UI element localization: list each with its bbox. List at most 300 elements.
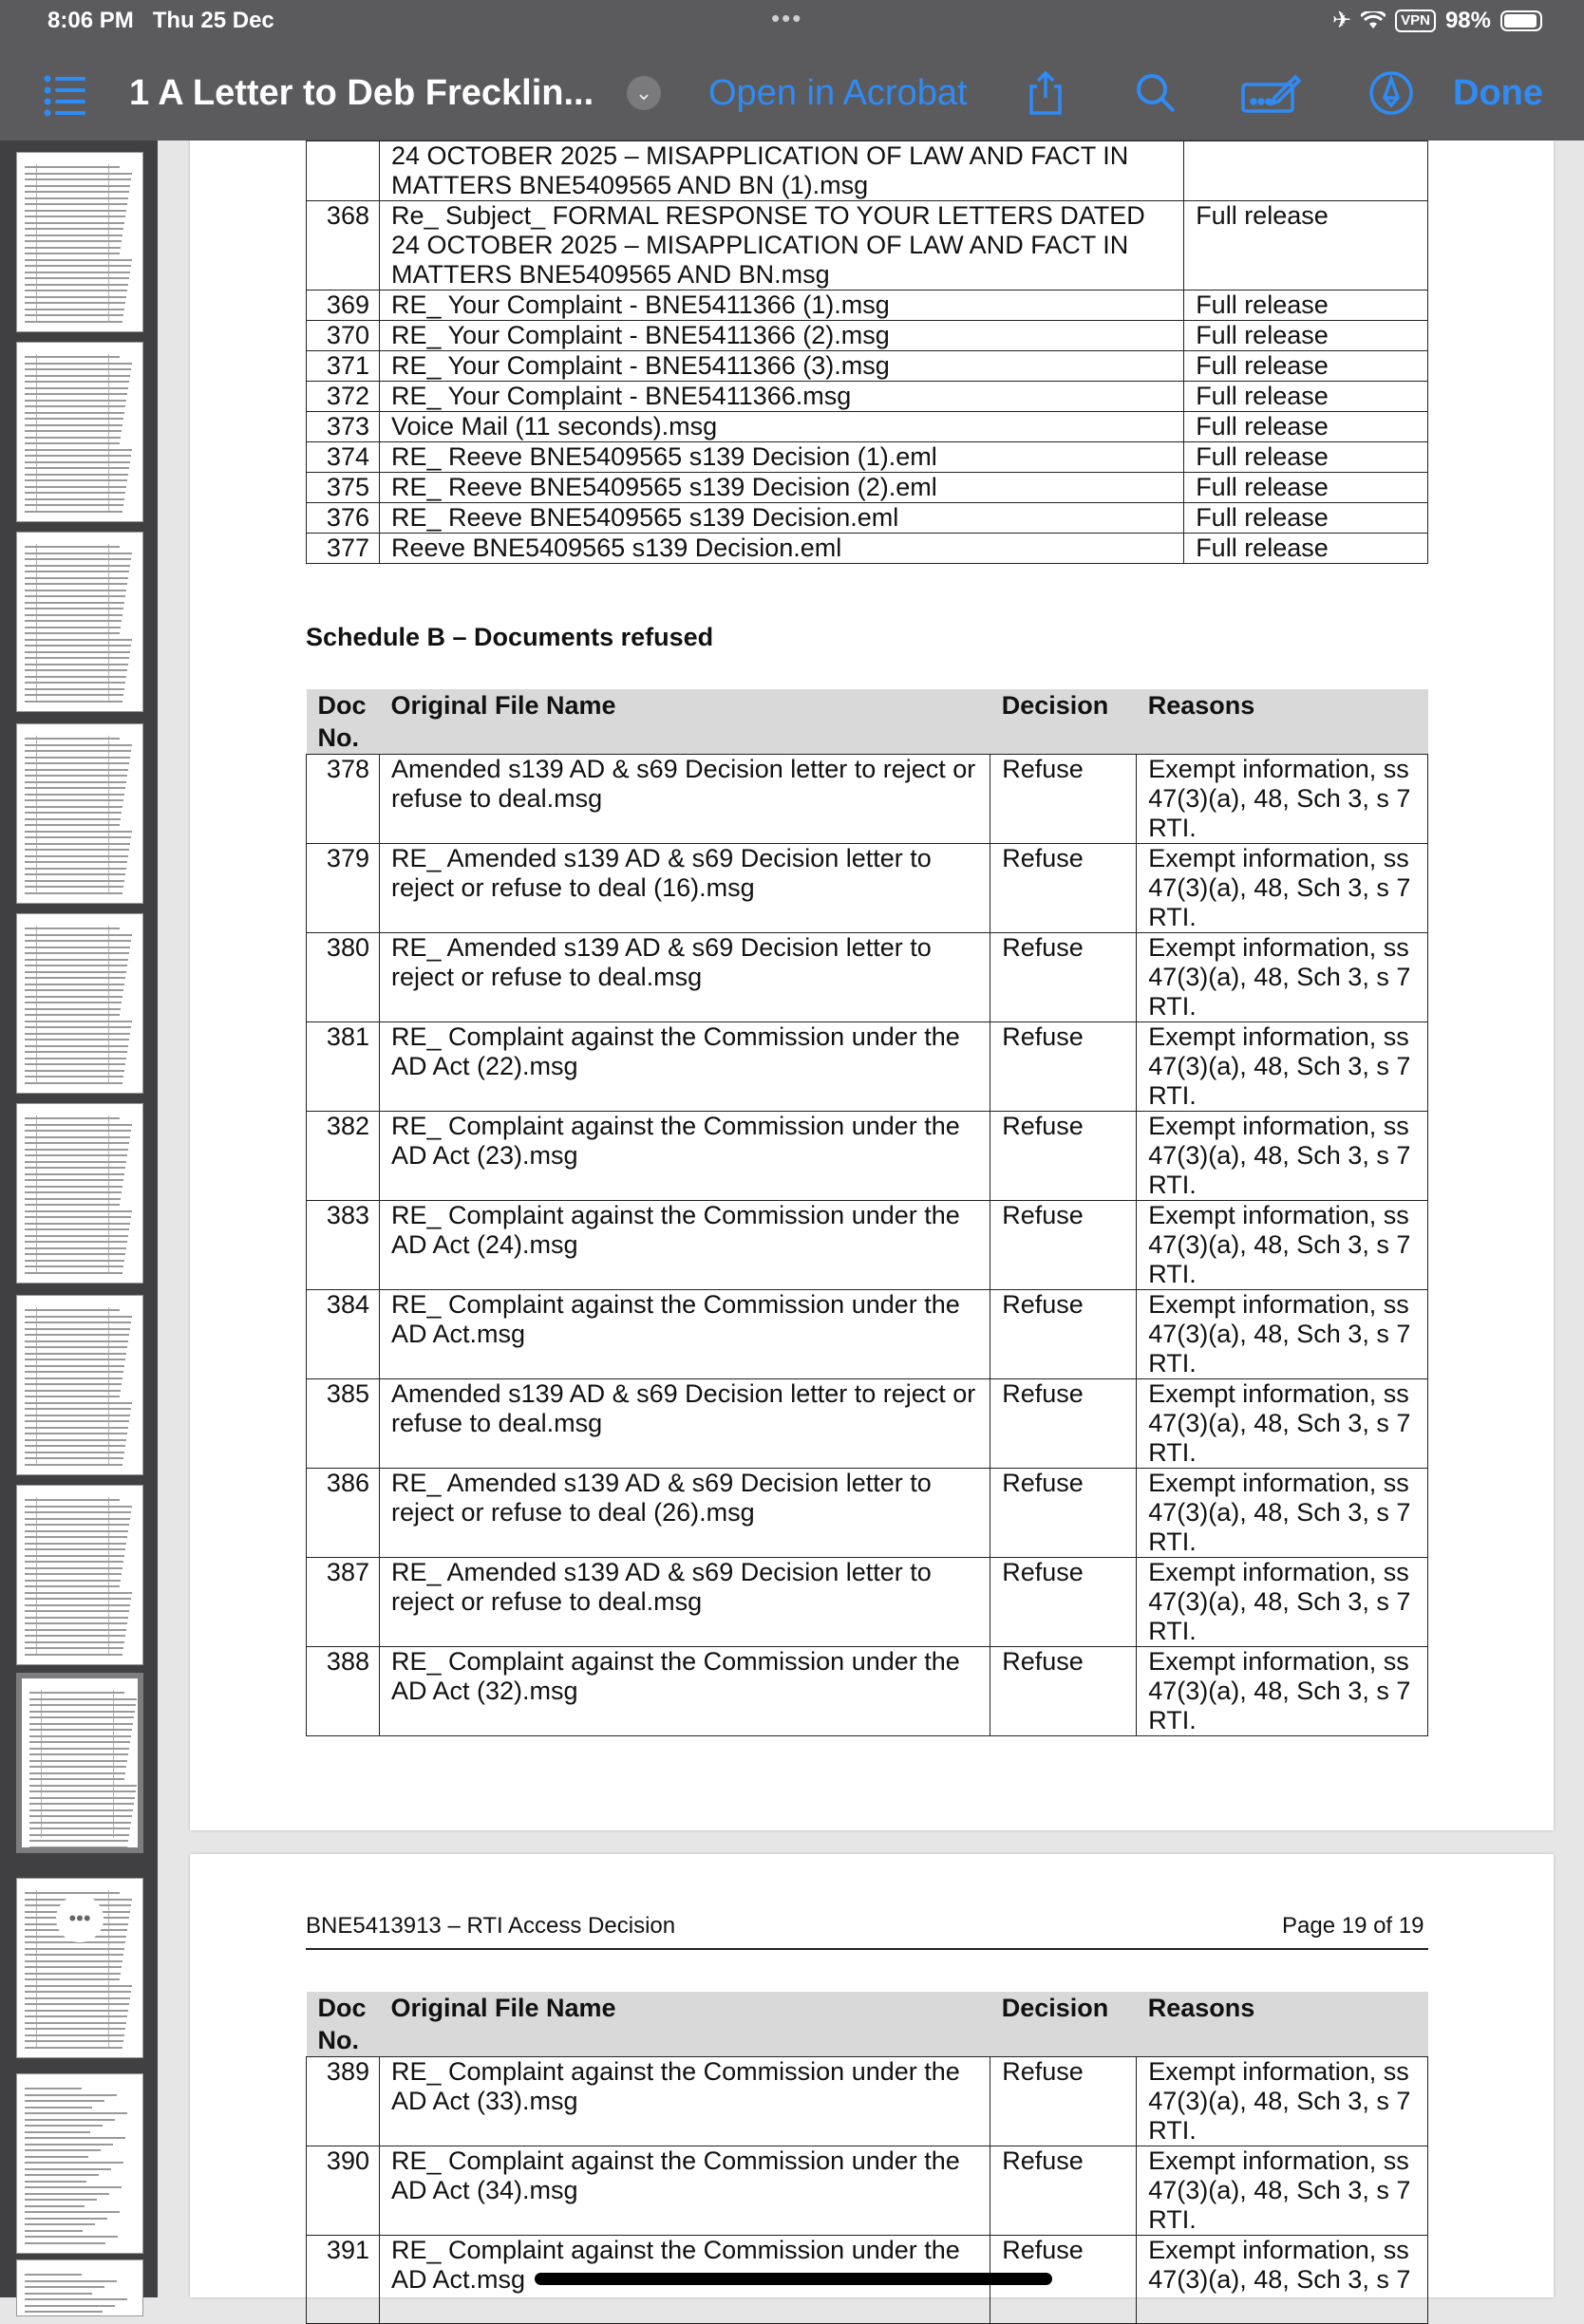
thumbnail-line	[25, 1561, 123, 1563]
file-name-cell: RE_ Complaint against the Commission under the AD Act (24).msg	[379, 1201, 990, 1290]
doc-no-cell: 385	[307, 1379, 380, 1469]
thumbnail-line	[25, 546, 120, 548]
thumbnail-line	[25, 191, 129, 193]
file-name-cell: RE_ Complaint against the Commission under the AD Act.msg	[379, 2236, 990, 2324]
thumbnail-line	[25, 1051, 127, 1053]
thumbnail-line	[25, 892, 123, 894]
thumbnail-line	[25, 583, 127, 585]
table-row	[307, 844, 1428, 933]
doc-no-cell: 382	[307, 1112, 380, 1201]
thumbnail-line	[25, 1536, 127, 1538]
thumbnail-line	[25, 1026, 131, 1028]
status-time: 8:06 PM Thu 25 Dec	[47, 8, 274, 33]
decision-cell: Refuse	[990, 1112, 1137, 1201]
thumbnail-line	[25, 1223, 130, 1225]
thumbnail-line	[29, 1846, 127, 1848]
pdf-page-19	[190, 1854, 1554, 2297]
thumbnail-line	[25, 1353, 126, 1355]
thumbnail-line	[25, 321, 123, 323]
thumbnail-line	[25, 762, 129, 764]
table-row	[307, 1201, 1428, 1290]
thumbnail-line	[25, 511, 123, 513]
thumbnail-line	[25, 1272, 123, 1274]
thumbnails-list-icon[interactable]	[42, 46, 89, 141]
thumbnail-rule	[108, 164, 109, 322]
thumbnail-line	[25, 1063, 125, 1065]
doc-no-cell: 386	[307, 1469, 380, 1558]
doc-no-cell: 377	[307, 534, 380, 564]
document-title[interactable]: 1 A Letter to Deb Frecklin...	[129, 72, 594, 113]
thumbnail-line	[25, 173, 132, 175]
decision-cell: Full release	[1184, 351, 1428, 382]
battery-icon	[1500, 10, 1542, 31]
thumbnail-line	[25, 984, 124, 985]
doc-no-cell: 383	[307, 1201, 380, 1290]
airplane-icon: ✈	[1332, 8, 1352, 33]
page-thumbnail[interactable]	[16, 152, 143, 332]
decision-cell: Full release	[1184, 503, 1428, 534]
thumbnail-line	[25, 2181, 86, 2183]
thumbnail-line	[25, 1408, 131, 1410]
thumbnail-rule	[108, 1307, 109, 1465]
thumbnail-line	[25, 836, 131, 838]
thumbnail-line	[25, 1058, 126, 1059]
thumbnail-line	[25, 467, 129, 469]
thumbnail-line	[25, 381, 129, 383]
thumbnail-line	[29, 1741, 130, 1743]
thumbnail-line	[25, 247, 121, 249]
page-thumbnail[interactable]	[16, 1673, 143, 1853]
thumbnail-line	[25, 558, 131, 560]
table-row	[307, 2146, 1428, 2236]
decision-cell: Refuse	[990, 2236, 1137, 2324]
thumbnail-line	[25, 290, 127, 291]
thumbnail-line	[25, 639, 132, 641]
thumbnail-line	[25, 1445, 125, 1447]
thumbnail-rule	[36, 926, 37, 1083]
thumbnail-line	[25, 309, 124, 310]
thumbnail-line	[25, 1555, 124, 1557]
thumbnail-line	[25, 799, 123, 801]
thumbnail-line	[25, 2156, 88, 2158]
thumbnail-line	[25, 1082, 123, 1084]
thumbnail-line	[25, 1511, 131, 1513]
doc-no-cell: 387	[307, 1558, 380, 1647]
thumbnail-line	[25, 2186, 122, 2188]
thumbnail-line	[25, 1378, 123, 1379]
thumbnail-line	[25, 676, 126, 678]
thumbnail-line	[25, 185, 130, 187]
thumbnail-line	[25, 1647, 123, 1649]
thumbnail-line	[25, 1021, 132, 1022]
search-icon[interactable]	[1132, 46, 1179, 141]
thumbnail-line	[25, 203, 127, 205]
thumbnail-rule	[36, 1497, 37, 1655]
thumbnail-line	[25, 1396, 120, 1397]
thumbnail-line	[25, 1309, 120, 1311]
decision-cell: Refuse	[990, 1290, 1137, 1379]
thumbnail-line	[25, 2149, 101, 2151]
file-name-cell: RE_ Reeve BNE5409565 s139 Decision (2).eml	[379, 473, 1183, 503]
file-name-cell: Voice Mail (11 seconds).msg	[379, 412, 1183, 442]
thumbnail-line	[25, 1420, 129, 1422]
thumbnail-line	[25, 602, 124, 604]
doc-no-cell	[307, 141, 380, 201]
page-thumbnail[interactable]	[16, 723, 143, 904]
reasons-cell: Exempt information, ss 47(3)(a), 48, Sch 3, s 7 RTI.	[1137, 2057, 1428, 2146]
thumbnail-line	[29, 1840, 128, 1842]
thumbnail-line	[25, 1383, 122, 1385]
thumbnail-line	[25, 1033, 130, 1035]
thumbnail-line	[29, 1711, 135, 1713]
thumbnail-line	[25, 1204, 120, 1206]
thumbnail-line	[25, 393, 127, 395]
file-name-cell: RE_ Amended s139 AD & s69 Decision letter to reject or refuse to deal.msg	[379, 1558, 990, 1647]
file-name-cell: RE_ Complaint against the Commission under the AD Act.msg	[379, 1290, 990, 1379]
thumbnail-line	[25, 197, 128, 199]
thumbnail-line	[29, 1822, 131, 1824]
doc-no-cell: 388	[307, 1647, 380, 1736]
thumbnail-line	[25, 775, 127, 777]
thumbnail-line	[25, 259, 132, 261]
thumbnail-line	[25, 1499, 120, 1501]
pdf-page-18	[190, 141, 1554, 1830]
doc-no-cell: 384	[307, 1290, 380, 1379]
battery-percent: 98%	[1444, 7, 1491, 33]
thumbnail-line	[25, 1948, 124, 1950]
thumbnail-line	[25, 669, 127, 671]
reasons-cell: Exempt information, ss 47(3)(a), 48, Sch 3, s 7 RTI.	[1137, 755, 1428, 844]
status-date: Thu 25 Dec	[152, 8, 274, 33]
thumbnail-line	[25, 2205, 85, 2207]
thumbnail-line	[25, 1002, 122, 1003]
thumbnail-line	[29, 1772, 125, 1774]
thumbnail-line	[25, 1260, 124, 1262]
thumbnail-line	[25, 632, 120, 634]
thumbnail-line	[25, 1518, 130, 1520]
file-name-cell: RE_ Your Complaint - BNE5411366.msg	[379, 382, 1183, 412]
done-button[interactable]: Done	[1453, 72, 1543, 113]
table-row	[307, 442, 1428, 473]
thumbnail-line	[25, 2305, 115, 2307]
page-thumbnail[interactable]	[16, 342, 143, 522]
reasons-cell: Exempt information, ss 47(3)(a), 48, Sch 3, s 7 RTI.	[1137, 1469, 1428, 1558]
thumbnail-line	[25, 645, 131, 647]
thumbnail-line	[25, 757, 130, 759]
page-thumbnails-sidebar[interactable]	[0, 141, 158, 2297]
more-options-icon[interactable]: •••	[56, 1895, 104, 1942]
file-name-cell: RE_ Complaint against the Commission under the AD Act (34).msg	[379, 2146, 990, 2236]
thumbnail-line	[25, 2034, 124, 2036]
decision-cell: Refuse	[990, 844, 1137, 933]
thumbnail-line	[29, 1748, 129, 1750]
thumbnail-line	[25, 1457, 123, 1459]
thumbnail-rule	[108, 1115, 109, 1273]
thumbnail-line	[25, 2100, 104, 2102]
thumbnail-line	[25, 2112, 127, 2114]
chevron-down-icon[interactable]: ⌄	[627, 76, 661, 110]
thumbnail-line	[25, 608, 123, 609]
table-row	[307, 534, 1428, 564]
doc-no-cell: 371	[307, 351, 380, 382]
thumbnail-line	[25, 806, 123, 808]
header-decision: Decision	[990, 1992, 1137, 2057]
thumbnail-rule	[36, 544, 37, 702]
thumbnail-line	[25, 1654, 123, 1656]
file-name-cell: Re_ Subject_ FORMAL RESPONSE TO YOUR LETTERS DATED 24 OCTOBER 2025 – MISAPPLICATION OF LAW AND FACT IN MATTERS BNE5409565 AND BN.msg	[379, 201, 1183, 290]
decision-cell: Refuse	[990, 1379, 1137, 1469]
thumbnail-line	[25, 1179, 123, 1181]
thumbnail-line	[25, 2286, 104, 2288]
thumbnail-line	[25, 1321, 131, 1323]
doc-no-cell: 375	[307, 473, 380, 503]
thumbnail-line	[25, 1543, 126, 1545]
thumbnail-line	[29, 1753, 128, 1755]
thumbnail-line	[29, 1735, 131, 1737]
thumbnail-line	[25, 620, 122, 622]
thumbnail-line	[25, 363, 132, 365]
thumbnail-line	[29, 1790, 136, 1792]
thumbnail-line	[25, 216, 125, 217]
thumbnail-line	[25, 657, 129, 659]
thumbnail-line	[29, 1834, 129, 1836]
thumbnail-line	[25, 387, 128, 389]
table-row	[307, 1647, 1428, 1736]
thumbnail-line	[25, 1334, 129, 1336]
thumbnail-line	[25, 1585, 120, 1587]
thumbnail-line	[25, 855, 128, 857]
file-name-cell: RE_ Reeve BNE5409565 s139 Decision (1).eml	[379, 442, 1183, 473]
table-row	[307, 2057, 1428, 2146]
thumbnail-line	[25, 1328, 130, 1330]
thumbnail-line	[25, 571, 129, 572]
thumbnail-line	[25, 1985, 132, 1987]
file-name-cell: RE_ Your Complaint - BNE5411366 (3).msg	[379, 351, 1183, 382]
table-row	[307, 1379, 1428, 1469]
thumbnail-line	[25, 2028, 125, 2030]
thumbnail-line	[25, 824, 120, 826]
table-row	[307, 1558, 1428, 1647]
table-row	[307, 290, 1428, 321]
decision-cell: Refuse	[990, 933, 1137, 1022]
thumbnail-line	[29, 1785, 137, 1787]
thumbnail-line	[25, 977, 125, 979]
thumbnail-line	[25, 2193, 109, 2195]
annotate-icon[interactable]	[1240, 46, 1301, 141]
thumbnail-line	[25, 1978, 120, 1980]
thumbnail-line	[25, 996, 123, 998]
table-row	[307, 351, 1428, 382]
table-row	[307, 1469, 1428, 1558]
doc-no-cell: 368	[307, 201, 380, 290]
table-header-row	[307, 689, 1428, 755]
thumbnail-line	[25, 302, 125, 304]
file-name-cell: RE_ Amended s139 AD & s69 Decision letter to reject or refuse to deal (16).msg	[379, 844, 990, 933]
decision-cell: Refuse	[990, 1022, 1137, 1112]
thumbnail-line	[25, 1014, 120, 1016]
thumbnail-line	[25, 253, 120, 254]
page-thumbnail[interactable]	[16, 2073, 143, 2254]
thumbnail-line	[25, 1124, 132, 1126]
thumbnail-line	[25, 1506, 132, 1508]
thumbnail-line	[25, 1235, 128, 1237]
vpn-badge: VPN	[1395, 9, 1436, 32]
table-row	[307, 201, 1428, 290]
thumbnail-line	[25, 2211, 120, 2213]
page-thumbnail[interactable]	[16, 1295, 143, 1475]
thumbnail-line	[25, 437, 121, 439]
table-header-row	[307, 1992, 1428, 2057]
reasons-cell: Exempt information, ss 47(3)(a), 48, Sch 3, s 7 RTI.	[1137, 1290, 1428, 1379]
reasons-cell: Exempt information, ss 47(3)(a), 48, Sch 3, s 7 RTI.	[1137, 2146, 1428, 2236]
thumbnail-line	[25, 2040, 123, 2042]
markup-pen-icon[interactable]	[1367, 46, 1415, 141]
thumbnail-line	[29, 1723, 133, 1725]
thumbnail-line	[25, 946, 130, 948]
decision-cell: Full release	[1184, 201, 1428, 290]
thumbnail-line	[25, 794, 124, 796]
thumbnail-rule	[108, 926, 109, 1083]
thumbnail-line	[25, 2131, 90, 2133]
doc-no-cell: 372	[307, 382, 380, 412]
thumbnail-line	[25, 1524, 129, 1526]
thumbnail-line	[25, 492, 125, 494]
doc-no-cell: 391	[307, 2236, 380, 2324]
thumbnail-line	[25, 2293, 92, 2295]
thumbnail-line	[25, 1966, 122, 1968]
decision-cell: Refuse	[990, 755, 1137, 844]
thumbnail-line	[25, 1567, 123, 1569]
thumbnail-line	[25, 449, 132, 451]
thumbnail-line	[25, 553, 132, 554]
share-icon[interactable]	[1022, 46, 1069, 141]
reasons-cell: Exempt information, ss 47(3)(a), 48, Sch 3, s 7 RTI.	[1137, 1022, 1428, 1112]
thumbnail-line	[25, 1610, 129, 1612]
thumbnail-line	[25, 455, 131, 457]
thumbnail-line	[25, 565, 130, 567]
decision-cell: Refuse	[990, 2057, 1137, 2146]
thumbnail-line	[25, 1530, 128, 1532]
thumbnail-line	[29, 1729, 132, 1731]
thumbnail-line	[25, 2015, 127, 2017]
header-rule	[306, 1948, 1428, 1950]
thumbnail-line	[25, 971, 126, 973]
decision-cell: Full release	[1184, 321, 1428, 351]
thumbnail-line	[25, 2107, 92, 2108]
thumbnail-line	[25, 818, 121, 820]
file-name-cell: RE_ Amended s139 AD & s69 Decision letter to reject or refuse to deal (26).msg	[379, 1469, 990, 1558]
reasons-cell: Exempt information, ss 47(3)(a), 48, Sch 3, s 7 RTI.	[1137, 1558, 1428, 1647]
decision-cell: Full release	[1184, 534, 1428, 564]
thumbnail-line	[25, 2242, 105, 2244]
thumbnail-line	[25, 1070, 124, 1072]
thumbnail-line	[25, 2199, 97, 2201]
thumbnail-line	[29, 1797, 135, 1799]
thumbnail-line	[25, 965, 127, 966]
table-row	[307, 933, 1428, 1022]
thumbnail-line	[25, 2218, 107, 2220]
thumbnail-line	[25, 952, 129, 954]
thumbnail-line	[25, 928, 120, 929]
thumbnail-line	[25, 314, 123, 316]
thumbnail-line	[25, 222, 124, 224]
file-name-cell: RE_ Your Complaint - BNE5411366 (2).msg	[379, 321, 1183, 351]
page-thumbnail[interactable]	[16, 2259, 143, 2316]
thumbnail-line	[25, 1191, 122, 1193]
thumbnail-line	[25, 1340, 128, 1342]
thumbnail-line	[25, 1464, 123, 1466]
table-row	[307, 503, 1428, 534]
table-row	[307, 321, 1428, 351]
thumbnail-line	[25, 1142, 129, 1144]
thumbnail-line	[25, 412, 124, 414]
page-thumbnail[interactable]	[16, 913, 143, 1094]
thumbnail-line	[25, 368, 131, 370]
thumbnail-line	[25, 498, 124, 500]
thumbnail-line	[25, 1216, 131, 1218]
reasons-cell: Exempt information, ss 47(3)(a), 48, Sch 3, s 7 RTI.	[1137, 933, 1428, 1022]
thumbnail-line	[25, 868, 126, 870]
thumbnail-line	[25, 296, 126, 298]
thumbnail-line	[25, 651, 130, 653]
multitask-dots[interactable]: •••	[771, 4, 803, 32]
thumbnail-line	[25, 701, 123, 703]
thumbnail-line	[25, 1390, 121, 1392]
thumbnail-line	[25, 1622, 127, 1624]
file-name-cell: RE_ Reeve BNE5409565 s139 Decision.eml	[379, 503, 1183, 534]
decision-cell: Full release	[1184, 412, 1428, 442]
thumbnail-line	[25, 1359, 125, 1360]
thumbnail-line	[25, 375, 130, 377]
thumbnail-line	[25, 1892, 120, 1894]
thumbnail-line	[25, 2168, 111, 2170]
file-name-cell: RE_ Complaint against the Commission under the AD Act (32).msg	[379, 1647, 990, 1736]
page-thumbnail[interactable]	[16, 532, 143, 712]
open-in-acrobat-button[interactable]: Open in Acrobat	[708, 72, 968, 113]
thumbnail-line	[25, 1973, 121, 1975]
thumbnail-rule	[108, 354, 109, 512]
thumbnail-line	[25, 1548, 125, 1550]
reasons-cell: Exempt information, ss 47(3)(a), 48, Sch 3, s 7 RTI.	[1137, 1379, 1428, 1469]
home-indicator[interactable]	[535, 2273, 1052, 2285]
decision-cell: Full release	[1184, 290, 1428, 321]
status-bar	[0, 0, 1584, 46]
thumbnail-line	[25, 2022, 126, 2024]
thumbnail-line	[25, 1427, 128, 1429]
reasons-cell: Exempt information, ss 47(3)(a), 48, Sch 3, s 7	[1137, 2236, 1428, 2324]
doc-no-cell: 381	[307, 1022, 380, 1112]
thumbnail-line	[25, 1167, 125, 1169]
doc-no-cell: 380	[307, 933, 380, 1022]
table-row	[307, 1290, 1428, 1379]
thumbnail-line	[25, 1149, 128, 1151]
decision-cell: Full release	[1184, 473, 1428, 503]
thumbnail-line	[25, 442, 120, 444]
thumbnail-line	[25, 474, 128, 476]
toolbar	[0, 46, 1584, 141]
thumbnail-line	[25, 2223, 95, 2225]
page-thumbnail[interactable]	[16, 1103, 143, 1284]
table-row	[307, 755, 1428, 844]
file-name-cell: RE_ Complaint against the Commission under the AD Act (33).msg	[379, 2057, 990, 2146]
decision-cell: Refuse	[990, 1558, 1137, 1647]
page-thumbnail[interactable]	[16, 1485, 143, 1665]
schedule-b-title: Schedule B – Documents refused	[306, 623, 714, 651]
thumbnail-rule	[108, 1497, 109, 1655]
thumbnail-line	[25, 479, 127, 481]
thumbnail-line	[25, 843, 130, 845]
page-number: Page 19 of 19	[1282, 1913, 1424, 1939]
